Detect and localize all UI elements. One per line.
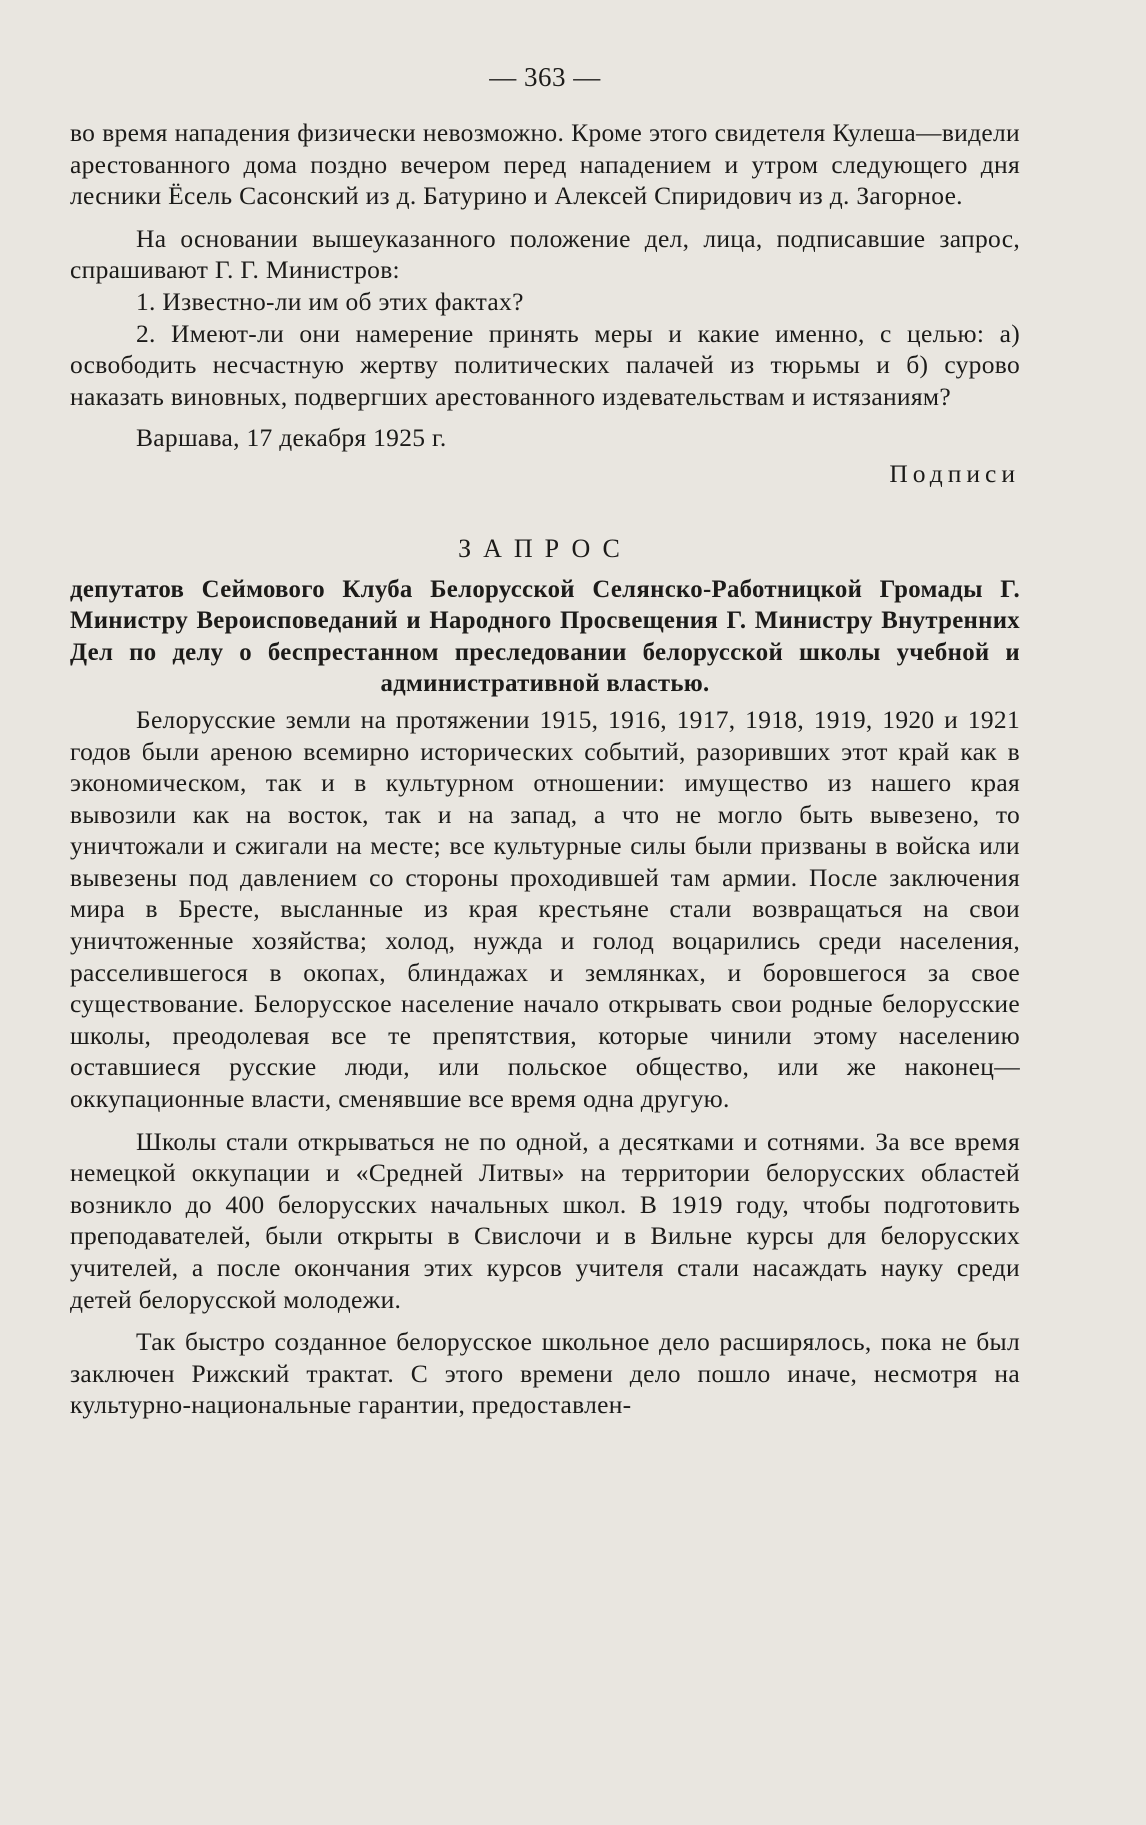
signatures-label: Подписи [889,458,1020,488]
body-paragraph-2: Школы стали открываться не по одной, а десятками и сотнями. За все время немецкой оккупации и «Средней Литвы» на территории белорусских областей возникло до 400 белорусских начальных школ. В 1919 году, чтобы подготовить преподавателей, были открыты в Свислочи и в Вильне курсы для белорусских учителей, а после окончания этих курсов учителя стали насаждать науку среди детей белорусской молодежи. [70,1126,1020,1314]
question-2: 2. Имеют-ли они намерение принять меры и какие именно, с целью: а) освободить несчастную жертву политических палачей из тюрьмы и б) сурово наказать виновных, подвергших арестованного издевательствам и истязаниям? [70,318,1020,411]
place-and-date: Варшава, 17 декабря 1925 г. [136,423,447,453]
page-number: — 363 — [489,62,601,92]
section-heading: ЗАПРОС [458,533,632,563]
paragraph-inquiry-intro: На основании вышеуказанного положение дел, лица, подписавшие запрос, спрашивают Г. Г. Министров: [70,223,1020,285]
paragraph-continuation: во время нападения физически невозможно. Кроме этого свидетеля Кулеша—видели арестованного дома поздно вечером перед нападением и утром следующего дня лесники Ёсель Сасонский из д. Батурино и Алексей Спиридович из д. Загорное. [70,118,1020,211]
section-subtitle: депутатов Сеймового Клуба Белорусской Селянско-Работницкой Громады Г. Министру Вероисповеданий и Народного Просвещения Г. Министру Внутренних Дел по делу о беспрестанном преследовании белорусской школы учебной и административной властью. [70,575,1020,698]
body-paragraph-1: Белорусские земли на протяжении 1915, 1916, 1917, 1918, 1919, 1920 и 1921 годов были ареною всемирно исторических событий, разоривших этот край как в экономическом, так и в культурном отношении: имущество из нашего края вывозили как на восток, так и на запад, а что не могло быть вывезено, то уничтожали и сжигали на месте; все культурные силы были призваны в войска или вывезены под давлением со стороны проходившей там армии. После заключения мира в Бресте, высланные из края крестьяне стали возвращаться на свои уничтоженные хозяйства; холод, нужда и голод воцарились среди населения, расселившегося в окопах, блиндажах и землянках, и боровшегося за свое существование. Белорусское население начало открывать свои родные белорусские школы, преодолевая все те препятствия, которые чинили этому населению оставшиеся русские люди, или польское общество, или же наконец—оккупационные власти, сменявшие все время одна другую. [70,704,1020,1114]
question-1: 1. Известно-ли им об этих фактах? [136,286,524,316]
body-paragraph-3: Так быстро созданное белорусское школьное дело расширялось, пока не был заключен Рижский трактат. С этого времени дело пошло иначе, несмотря на культурно-национальные гарантии, предоставлен- [70,1327,1020,1420]
